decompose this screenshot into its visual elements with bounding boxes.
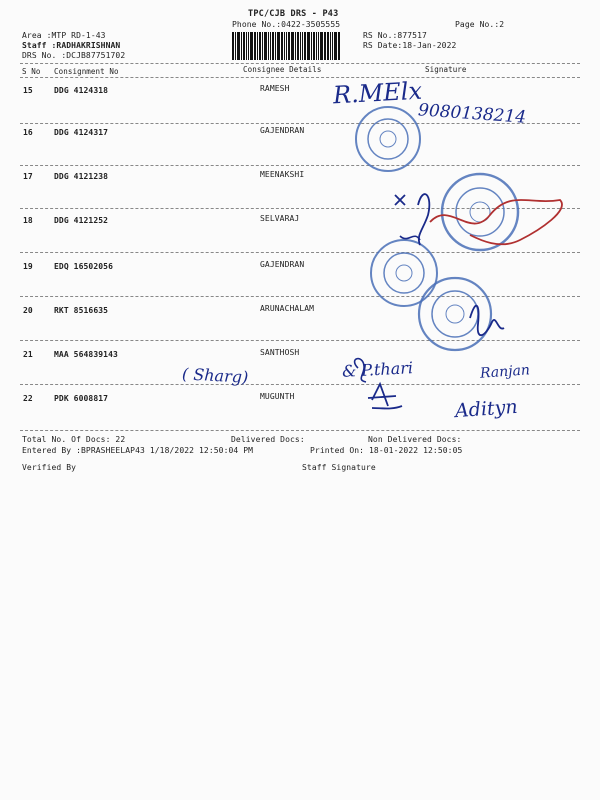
row-sno: 20 [23,306,33,315]
row-consignee: SELVARAJ [260,214,300,223]
row-consignment: EDQ 16502056 [54,262,113,271]
row-sno: 18 [23,216,33,225]
row-consignment: PDK 6008817 [54,394,109,403]
handwritten-name: Ranjan [479,362,531,382]
col-consignment: Consignment No [54,67,119,76]
phone-number: Phone No.:0422-3505555 [232,20,341,29]
row-consignment: DDG 4124318 [54,86,109,95]
verified-by: Verified By [22,463,77,472]
col-sno: S No [22,67,41,76]
page-number: Page No.:2 [455,20,505,29]
row-consignee: ARUNACHALAM [260,304,315,313]
blue-signature [470,306,504,336]
row-consignee: GAJENDRAN [260,126,305,135]
row-consignee: SANTHOSH [260,348,300,357]
row-consignment: DDG 4124317 [54,128,109,137]
row-consignment: DDG 4121238 [54,172,109,181]
row-sno: 21 [23,350,33,359]
staff-label: Staff :RADHAKRISHNAN [22,41,121,50]
row-consignee: MUGUNTH [260,392,295,401]
handwritten-phone: 9080138214 [417,100,527,128]
row-consignment: RKT 8516635 [54,306,109,315]
col-consignee: Consignee Details [243,65,322,74]
row-sno: 15 [23,86,33,95]
area-label: Area :MTP RD-1-43 [22,31,106,40]
col-signature: Signature [425,65,467,74]
row-sno: 19 [23,262,33,271]
row-consignee: RAMESH [260,84,290,93]
printed-on: Printed On: 18-01-2022 12:50:05 [310,446,463,455]
rs-date: RS Date:18-Jan-2022 [363,41,457,50]
row-sno: 22 [23,394,33,403]
document-title: TPC/CJB DRS - P43 [248,9,339,19]
handwritten-signature: R.MElx [332,76,423,110]
non-delivered-docs: Non Delivered Docs: [368,435,462,444]
row-consignment: DDG 4121252 [54,216,109,225]
row-consignee: GAJENDRAN [260,260,305,269]
entered-by: Entered By :BPRASHEELAP43 1/18/2022 12:50:04 PM [22,446,254,455]
red-signature [430,200,562,244]
row-consignee: MEENAKSHI [260,170,305,179]
delivered-docs: Delivered Docs: [231,435,305,444]
handwritten-name: & P.thari [341,358,414,381]
blue-signature [368,384,402,409]
row-consignment: MAA 564839143 [54,350,118,359]
handwritten-name: Adityn [454,395,519,423]
company-stamp [356,107,420,171]
rs-number: RS No.:877517 [363,31,427,40]
total-docs: Total No. Of Docs: 22 [22,435,126,444]
company-stamp [419,278,491,350]
row-sno: 17 [23,172,33,181]
row-sno: 16 [23,128,33,137]
drs-number: DRS No. :DCJB87751702 [22,51,126,60]
staff-signature-label: Staff Signature [302,463,376,472]
handwritten-name: ( Sharg) [181,364,249,387]
company-stamp [371,240,437,306]
